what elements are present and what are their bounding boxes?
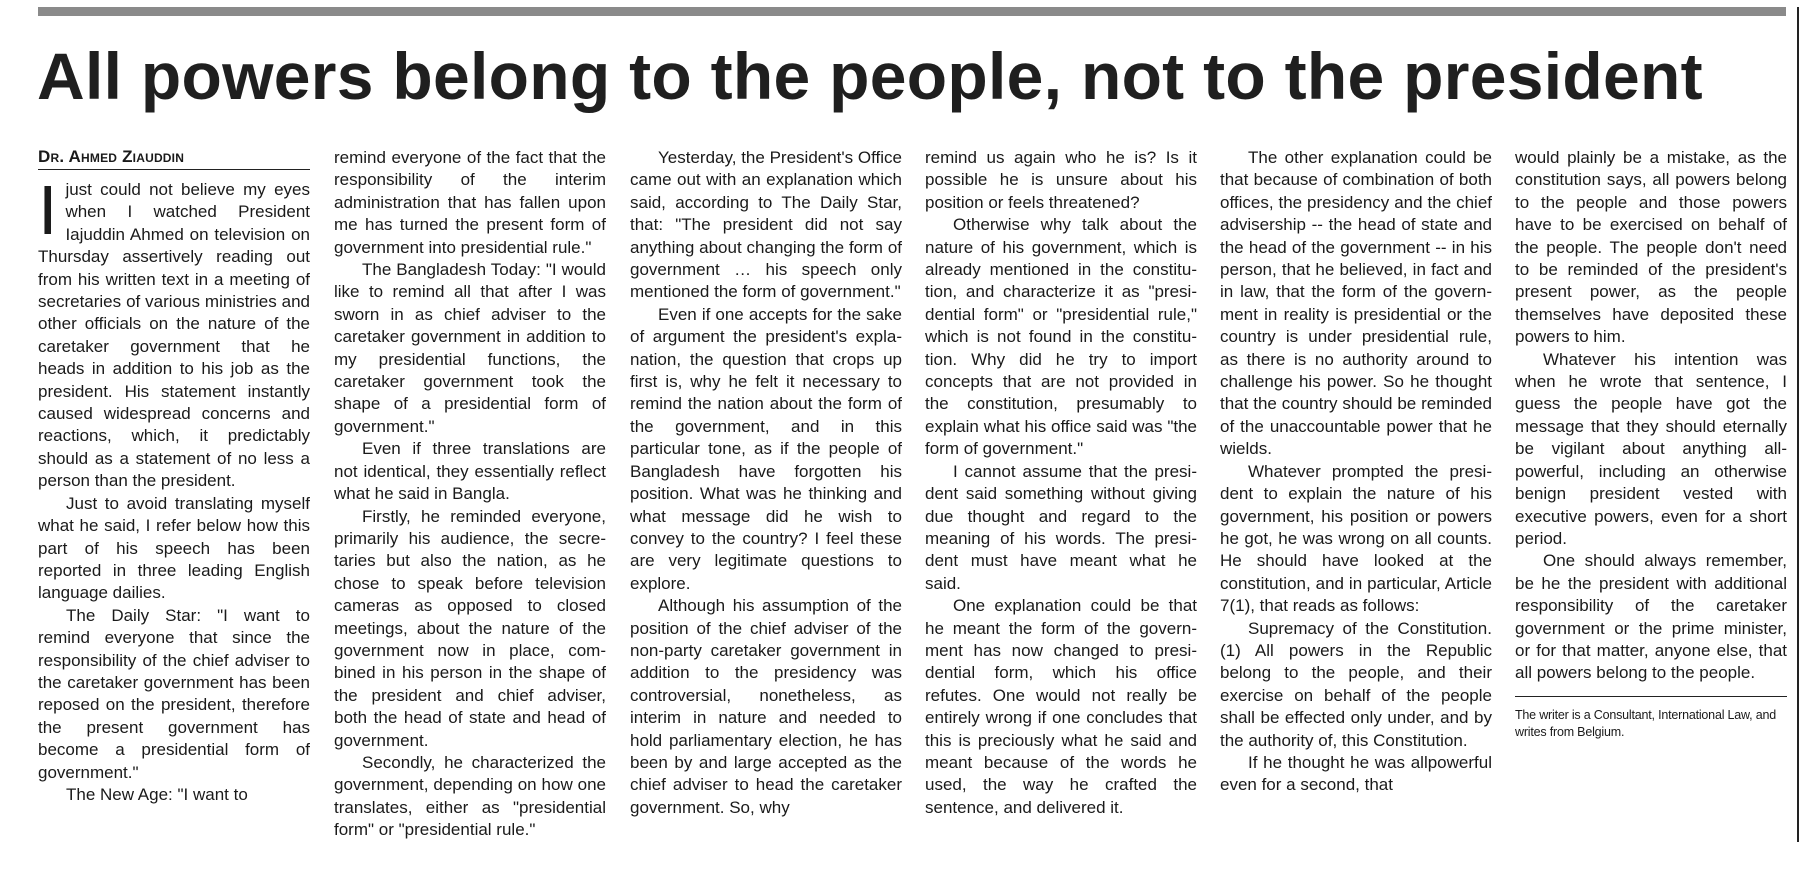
article-paragraph: Just to avoid translating myself what he said, I refer below how this part of his speech has been reported in three leading English language dailies. [38, 493, 310, 603]
byline-name: Dr. Ahmed Ziauddin [38, 147, 185, 166]
article-paragraph: If he thought he was allpowerful even for a second, that [1220, 752, 1492, 795]
article-paragraph: Even if three translations are not identical, they essentially reflect what he said in Bangla. [334, 439, 606, 504]
article-paragraph: would plainly be a mistake, as the constitution says, all powers belong to the people and those powers have to be exercised on behalf of the people. The people don't need to be reminded of the president's present power, as the people themselves have deposited these powers to him. [1515, 148, 1787, 347]
headline: All powers belong to the people, not to the president [37, 39, 1703, 113]
right-column-rule [1797, 7, 1799, 842]
article-column-3 [630, 147, 902, 819]
article-paragraph: One explanation could be that he meant the form of the government has now changed to presidential form, which his office refutes. One would not really be entirely wrong if one concludes that this is preciously what he said and meant because of the words he used, the way he crafted the sentence, and delivered it. [925, 596, 1197, 817]
byline [38, 147, 310, 170]
article-paragraph: Firstly, he reminded everyone, primarily his audience, the secretaries but also the nation, as he chose to speak before television cameras as opposed to closed meetings, about the nature of the government now in place, combined in his person in the shape of the president and chief adviser, both the head of state and head of government. [334, 506, 606, 750]
drop-cap: I [38, 171, 58, 249]
article-paragraph: Secondly, he characterized the government, depending on how one translates, either as "presidential form" or "presidential rule." [334, 752, 606, 840]
article-paragraph: The Daily Star: "I want to remind everyone that since the responsibility of the chief adviser to the caretaker government has been reposed on the president, therefore the present government has become a presidential form of government." [38, 605, 310, 782]
constitution-quote: Supremacy of the Constitution. (1) All powers in the Republic belong to the people, and their exercise on behalf of the people shall be effected only under, and by the authority of, this Constitution. [1220, 618, 1492, 750]
article-paragraph: The Bangladesh Today: "I would like to remind all that after I was sworn in as chief adviser to the caretaker government in addition to my presidential functions, the caretaker government took the shape of a presidential form of government." [334, 260, 606, 436]
article-paragraph: Whatever his intention was when he wrote that sentence, I guess the people have got the message that they should eternally be vigilant about anything allpowerful, including an otherwise benign president vested with executive powers, even for a short period. [1515, 349, 1787, 548]
article-paragraph: Although his assumption of the position of the chief adviser of the non-party caretaker government in addition to the presidency was controversial, nonetheless, as interim in nature and needed to hold parliamentary election, he has been by and large accepted as the chief adviser to head the caretaker government. So, why [630, 596, 902, 817]
article-paragraph: remind everyone of the fact that the responsibility of the interim administration that has fallen upon me has turned the present form of government into presidential rule." [334, 148, 606, 257]
article-paragraph: Whatever prompted the president to explain the nature of his government, his position or powers he got, he was wrong on all counts. He should have looked at the constitution, and in particular, Article 7(1), that reads as follows: [1220, 461, 1492, 616]
article-column-6 [1515, 147, 1787, 741]
article-paragraph: Even if one accepts for the sake of argument the president's explanation, the question that crops up first is, why he felt it necessary to remind the nation about the form of the government, and in this particular tone, as if the people of Bangladesh have forgotten his position. What was he thinking and what message did he wish to convey to the country? I feel these are very legitimate questions to explore. [630, 304, 902, 593]
paragraph-text: just could not believe my eyes when I watched President Iajuddin Ahmed on television on Thursday assertively reading out from his written text in a meeting of secretaries of various ministries and other officials on the nature of the caretaker government that he heads in addition to his job as the president. His statement instantly caused widespread concerns and reactions, which, it predictably should as a statement of no less a person than the president. [38, 180, 310, 491]
article-column-2 [334, 147, 606, 842]
author-footnote: The writer is a Consultant, International Law, and writes from Belgium. [1515, 696, 1787, 741]
article-paragraph [38, 171, 310, 493]
article-paragraph: The New Age: "I want to [66, 784, 248, 804]
article-paragraph: Otherwise why talk about the nature of his government, which is already mentioned in the constitution, and characterize it as "presidential form" or "presidential rule," which is not found in the constitution. Why did he try to import concepts that are not provided in the constitution, presumably to explain what his office said was "the form of government." [925, 215, 1197, 459]
top-rule [38, 7, 1786, 16]
article-paragraph: One should always remember, be he the president with additional responsibility of the caretaker government or the prime minister, or for that matter, anyone else, that all powers belong to the people. [1515, 551, 1787, 683]
article-column-5 [1220, 147, 1492, 797]
article-paragraph: Yesterday, the President's Office came out with an explanation which said, according to The Daily Star, that: "The president did not say anything about changing the form of government … his speech only mentioned the form of government." [630, 148, 902, 302]
article-paragraph: I cannot assume that the president said something without giving due thought and regard to the meaning of his words. The president must have meant what he said. [925, 461, 1197, 593]
article-paragraph: remind us again who he is? Is it possible he is unsure about his position or feels threatened? [925, 148, 1197, 212]
article-column-4 [925, 147, 1197, 819]
article-paragraph: The other explanation could be that because of combination of both offices, the presidency and the chief advisership -- the head of state and the head of the government -- in his person, that he believed, in fact and in law, that the form of the government in reality is presidential or the country is under presidential rule, as there is no authority around to challenge his power. So he thought that the country should be reminded of the unaccountable power that he wields. [1220, 148, 1492, 459]
article-column-1 [38, 147, 310, 806]
